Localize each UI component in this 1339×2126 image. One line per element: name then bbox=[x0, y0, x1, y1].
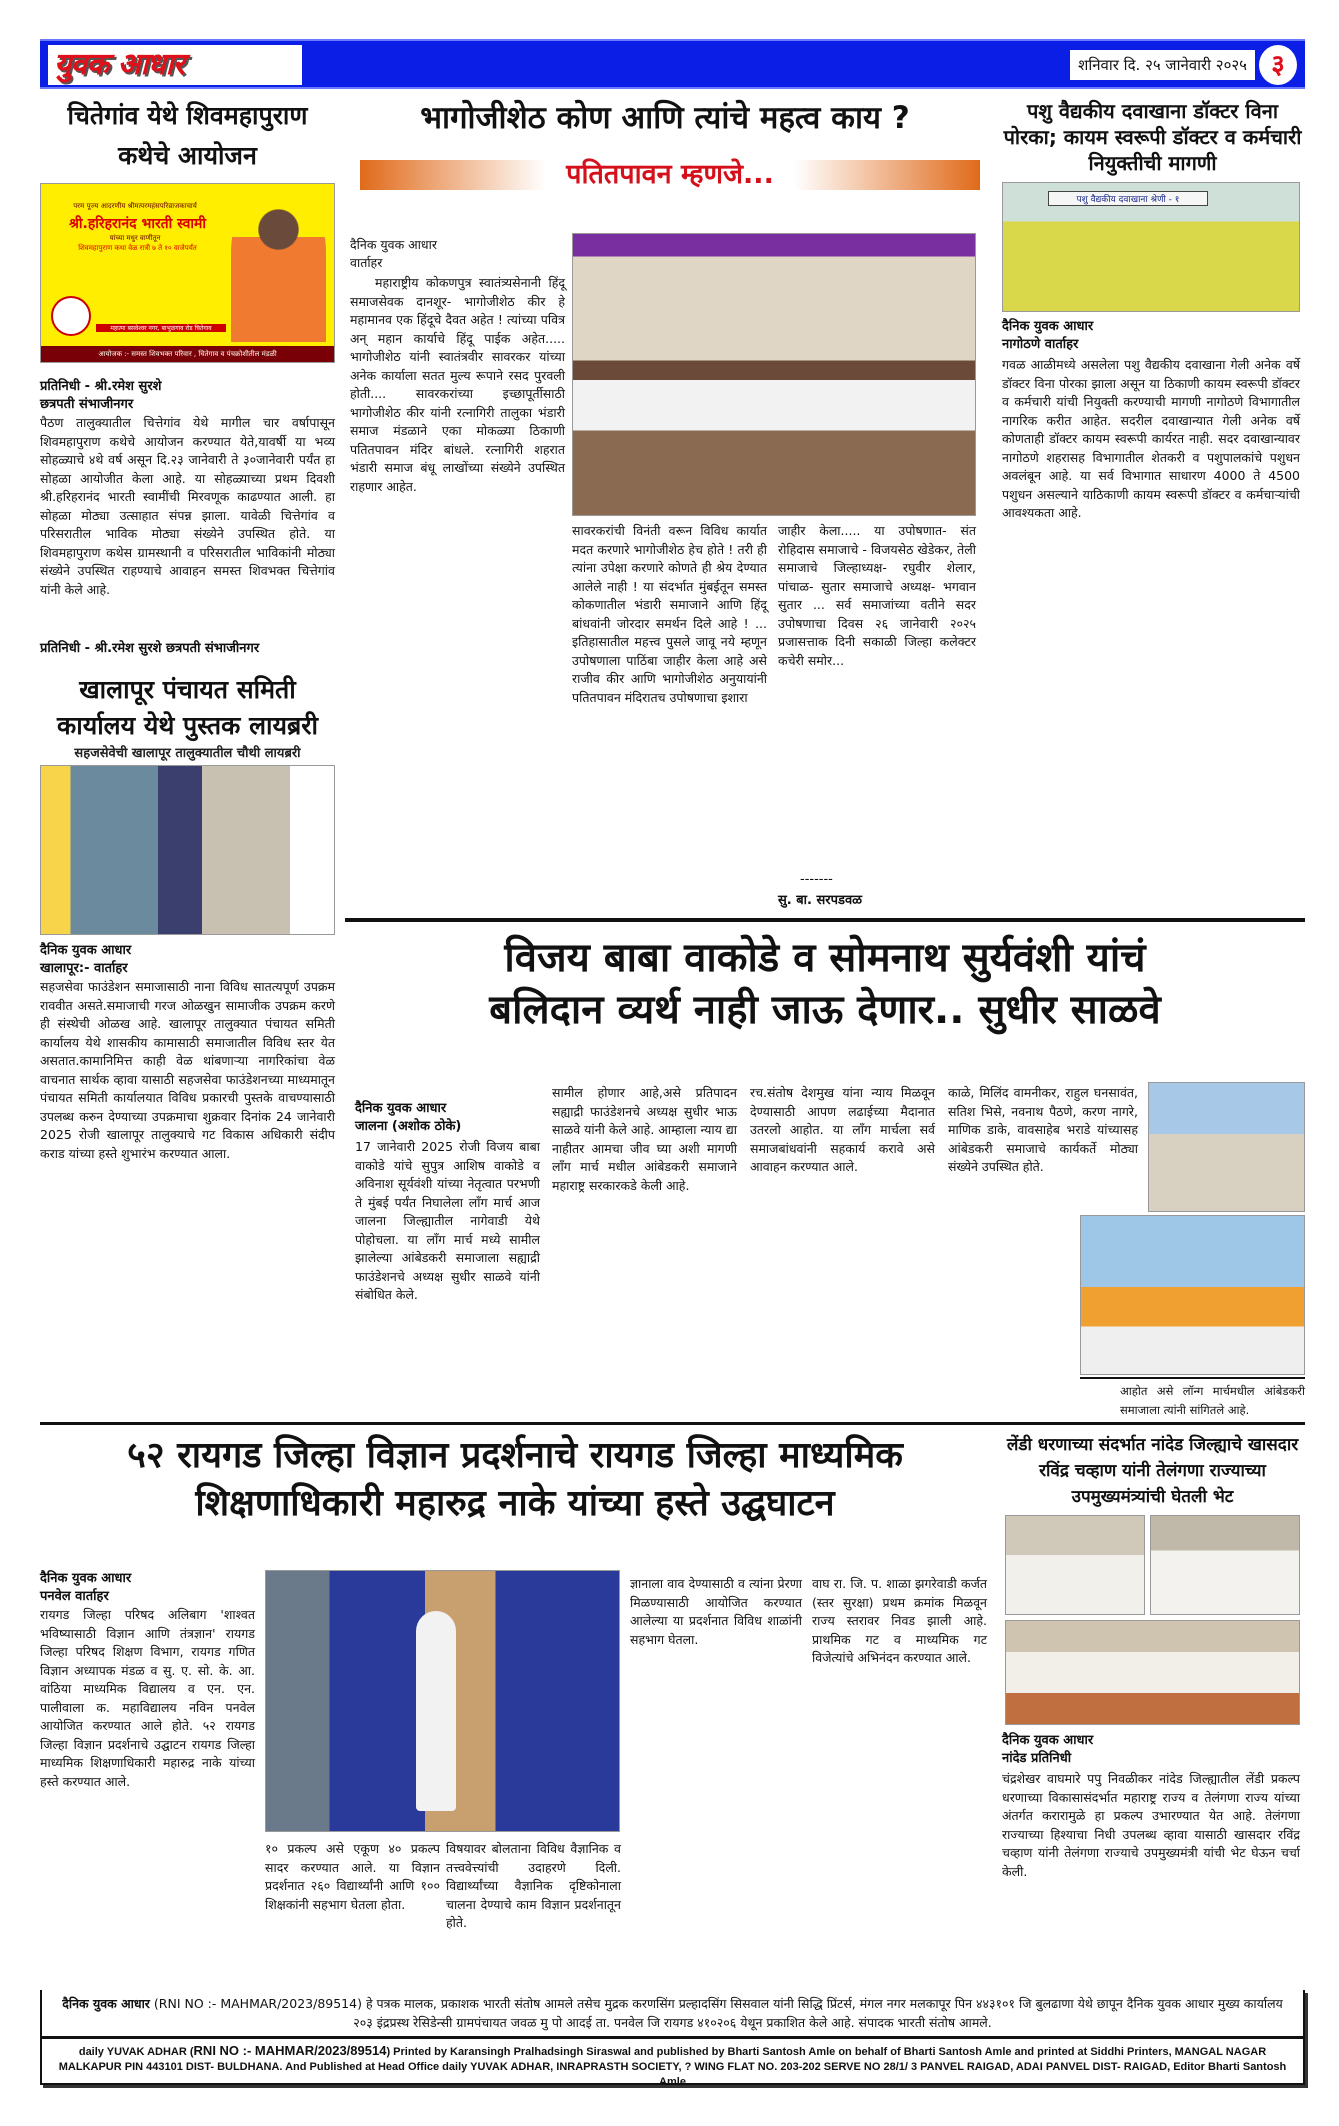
headline-line: विजय बाबा वाकोडे व सोमनाथ सुर्यवंशी यांचं bbox=[504, 935, 1146, 981]
meeting-photo bbox=[1005, 1620, 1300, 1725]
science-col3: विषयावर बोलताना विविध वैज्ञानिक व तत्त्ववेत्त्यांची उदाहरणे दिली. विद्यार्थ्यांच्या वैज्ञानिक दृष्टिकोनाला चालना देण्याचे काम विज्ञान प्रदर्शनातून होते. bbox=[446, 1841, 621, 1930]
poster-venue: महात्मा बसवेश्वर नगर, बाभुळगाव रोड चितेगाव bbox=[96, 324, 226, 332]
poster-name: श्री.हरिहरानंद भारती स्वामी bbox=[68, 216, 207, 232]
imprint-box bbox=[40, 1990, 1305, 2088]
byline: दैनिक युवक आधार bbox=[350, 237, 437, 252]
byline-place: पनवेल वार्ताहर bbox=[40, 1589, 109, 1604]
meeting-photo bbox=[1150, 1515, 1300, 1615]
bhagoji-col3: जाहीर केला..... या उपोषणात- संत रोहिदास समाजाचे - विजयसेठ खेडेकर, तेली समाजाचे जिल्हाध्यक्ष- रघुवीर शेलार, पांचाळ- सुतार समाजाचे अध्यक्ष- भगवान सुतार ... सर्व समाजांच्या वतीने सदर उपोषणाचा दिवस २६ जानेवारी २०२५ प्रजासत्ताक दिनी सकाळी जिल्हा कलेक्टर कचेरी समोर... bbox=[778, 523, 976, 668]
byline-place: जालना (अशोक ठोके) bbox=[355, 1119, 462, 1134]
lendi-body: चंद्रशेखर वाघमारे पपु निवळीकर नांदेड जिल्ह्यातील लेंडी प्रकल्प धरणाच्या विकासासंदर्भात महाराष्ट्र राज्य व तेलंगणा राज्य यांच्या अंतर्गत करारामुळे हा प्रकल्प उभारण्यात येत आहे. तेलंगणा राज्याच्या हिश्याचा निधी उपलब्ध व्हावा यासाठी खासदार रविंद्र चव्हाण यांनी तेलंगणा राज्याचे उपमुख्यमंत्री यांची भेट घेऊन चर्चा केली. bbox=[1002, 1771, 1300, 1879]
byline: दैनिक युवक आधार bbox=[1002, 319, 1094, 334]
vet-headline: पशु वैद्यकीय दवाखाना डॉक्टर विना पोरका; कायम स्वरूपी डॉक्टर व कर्मचारी नियुक्तीची मागणी bbox=[1003, 99, 1302, 175]
poster-line: यांच्या मधुर वाणीतून bbox=[109, 234, 161, 242]
headline-line: बलिदान व्यर्थ नाही जाऊ देणार.. सुधीर साळवे bbox=[489, 987, 1161, 1033]
separator: ------- bbox=[800, 872, 833, 887]
pattitpawan-banner bbox=[360, 160, 980, 190]
byline: दैनिक युवक आधार bbox=[40, 1571, 132, 1586]
long-march-photo bbox=[1080, 1215, 1305, 1375]
khalapur-subhead: सहजसेवेची खालापूर तालुक्यातील चौथी लायब्ररी bbox=[74, 746, 301, 761]
wakode-col3: रच.संतोष देशमुख यांना न्याय मिळवून देण्यासाठी आपण लढाईच्या मैदानात उतरलो आहोत. या लॉंग मार्चला सर्व समाजबांधवांनी सहकार्य करावे असे आवाहन करण्यात आले. bbox=[750, 1085, 935, 1174]
banner-text: पतितपावन म्हणजे... bbox=[556, 159, 784, 190]
science-col4: ज्ञानाला वाव देण्यासाठी व त्यांना प्रेरणा मिळण्यासाठी आयोजित करण्यात आलेल्या या प्रदर्शनात विविध शाळांनी सहभाग घेतला. bbox=[630, 1576, 802, 1647]
khalapur-headline: खालापूर पंचायत समिती कार्यालय येथे पुस्तक लायब्ररी bbox=[57, 675, 318, 740]
rocket-model bbox=[416, 1611, 456, 1811]
imprint-title: दैनिक युवक आधार bbox=[62, 1996, 150, 2011]
issue-date: शनिवार दि. २५ जानेवारी २०२५ bbox=[1070, 50, 1255, 80]
poster-line: शिवमहापुराण कथा वेळ रात्री ७ ते १० वाजेपर्यंत bbox=[78, 244, 197, 252]
khalapur-library-photo bbox=[40, 765, 335, 935]
byline-place: छत्रपती संभाजीनगर bbox=[40, 397, 134, 412]
divider bbox=[345, 918, 1305, 922]
poster-line: परम पूज्य आदरणीय श्रीमत्परमहंसपरिव्राजकाचार्य bbox=[73, 202, 197, 210]
byline: दैनिक युवक आधार bbox=[1002, 1733, 1094, 1748]
signoff: प्रतिनिधी - श्री.रमेश सुरशे छत्रपती संभाजीनगर bbox=[40, 641, 260, 656]
bhagoji-col1: महाराष्ट्रीय कोकणपुत्र स्वातंत्र्यसेनानी हिंदू समाजसेवक दानशूर- भागोजीशेठ कीर हे महामानव एक हिंदूचे दैवत अहेत ! त्यांच्या पवित्र अन् महान कार्याचे हिंदू पाईक अहेत..... भागोजीशेठ यांनी स्वातंत्रवीर सावरकर यांच्या अनेक कार्याला सतत मुल्य रूपाने रसद पुरवली होती.... सावरकरांच्या इच्छापूर्तीसाठी भागोजीशेठ कीर यांनी रत्नागिरी तालुका भंडारी समाज मंडळाने एका मोकळ्या ठिकाणी पतितपावन मंदिर बांधले. रत्नागिरी शहरात भंडारी समाज बंधू लाखोंच्या संख्येने उपस्थित राहणार आहेत. bbox=[350, 275, 565, 494]
imprint-rni: RNI NO :- MAHMAR/2023/89514 bbox=[193, 2043, 387, 2058]
byline-place: वार्ताहर bbox=[350, 255, 383, 270]
byline-place: नागोठणे वार्ताहर bbox=[1002, 337, 1079, 352]
science-col5: वाघ रा. जि. प. शाळा झगरेवाडी कर्जत (स्तर सुरक्षा) प्रथम क्रमांक मिळवून राज्य स्तरावर निवड झाली आहे. प्राथमिक गट व माध्यमिक गट विजेत्यांचे अभिनंदन करण्यात आले. bbox=[812, 1576, 987, 1665]
swami-photo bbox=[231, 192, 326, 342]
byline: दैनिक युवक आधार bbox=[40, 943, 132, 958]
science-headline bbox=[40, 1432, 990, 1528]
divider bbox=[40, 1422, 1305, 1425]
vet-clinic-photo bbox=[1002, 182, 1300, 312]
science-col1: रायगड जिल्हा परिषद अलिबाग 'शाश्वत भविष्यासाठी विज्ञान आणि तंत्रज्ञान' रायगड जिल्हा परिषद शिक्षण विभाग, रायगड गणित विज्ञान अध्यापक मंडळ व सु. ए. सो. के. आ. वांठिया माध्यमिक विद्यालय व एन. एन. पालीवाला क. महाविद्यालय नविन पनवेल आयोजित करण्यात आले होते. ५२ रायगड जिल्हा विज्ञान प्रदर्शनाचे उद्घाटन रायगड जिल्हा माध्यमिक शिक्षणाधिकारी महारुद्र नाके यांच्या हस्ते करण्यात आले. bbox=[40, 1607, 255, 1789]
wakode-headline bbox=[345, 932, 1305, 1036]
shivmahapuran-headline: चितेगांव येथे शिवमहापुराण कथेचे आयोजन bbox=[67, 101, 308, 170]
imprint-marathi bbox=[42, 1990, 1303, 2036]
byline-place: खालापूर:- वार्ताहर bbox=[40, 961, 128, 976]
page-number: ३ bbox=[1259, 45, 1297, 85]
author: सु. बा. सरपडवळ bbox=[778, 893, 863, 908]
organizer-photo bbox=[51, 296, 91, 336]
divider bbox=[1080, 1377, 1305, 1379]
shivmahapuran-body: पैठण तालुक्यातील चित्तेगांव येथे मागील चार वर्षापासून शिवमहापुराण कथेचे आयोजन करण्यात येते,यावर्षी या भव्य सोहळ्याचे ४थे वर्ष असून दि.२३ जानेवारी ते ३०जानेवारी पर्यंत हा सोहळा आयोजीत केला आहे. या सोहळ्याच्या प्रथम दिवशी श्री.हरिहरानंद भारती स्वामींची मिरवणूक काढण्यात आली. हा सोहळा मोठ्या उत्साहात संपन्न झाला. यावेळी चित्तेगांव व परिसरातील भाविक मोठ्या संख्येने उपस्थित होते. या शिवमहापुराण कथेस ग्रामस्थानी व परिसरातील भाविकांनी मोठ्या संख्येने उपस्थित राहण्याचे आवाहन समस्त शिवभक्त चित्तेगांव यांनी केले आहे. bbox=[40, 415, 335, 597]
imprint-text: (RNI NO :- MAHMAR/2023/89514) हे पत्रक मालक, प्रकाशक भारती संतोष आमले तसेच मुद्रक करणसिंग प्रल्हादसिंग सिसवाल यांनी सिद्धि प्रिंटर्स, मंगल नगर मलकापूर पिन ४४३१०१ जि बुलढाणा येथे छापून दैनिक युवक आधार मुख्य कार्यालय २०३ इंद्रप्रस्थ रेसिडेन्सी ग्रामपंचायत जवळ मु पो आदई ता. पनवेल जि रायगड ४१०२०६ येथून प्रकाशित केले आहे. संपादक भारती संतोष आमले. bbox=[153, 1996, 1283, 2030]
headline-line: ५२ रायगड जिल्हा विज्ञान प्रदर्शनाचे रायगड जिल्हा माध्यमिक bbox=[127, 1435, 903, 1476]
byline: दैनिक युवक आधार bbox=[355, 1101, 447, 1116]
wakode-col1: 17 जानेवारी 2025 रोजी विजय बाबा वाकोडे यांचे सुपुत्र आशिष वाकोडे व अविनाश सूर्यवंशी यांच्या नेतृत्वात परभणी ते मुंबई पर्यंत निघालेला लॉंग मार्च आज जालना जिल्ह्यातील नागेवाडी येथे पोहोचला. या लॉंग मार्च मध्ये सामील झालेल्या आंबेडकरी समाजाला सह्याद्री फाउंडेशनचे अध्यक्ष सुधीर साळवे यांनी संबोधित केले. bbox=[355, 1139, 540, 1302]
headline-line: शिक्षणाधिकारी महारुद्र नाके यांच्या हस्ते उद्घघाटन bbox=[195, 1483, 835, 1524]
science-exhibition-photo bbox=[265, 1570, 620, 1832]
clinic-sign: पशु वैद्यकीय दवाखाना श्रेणी - १ bbox=[1048, 191, 1208, 206]
masthead bbox=[40, 39, 1305, 89]
long-march-photo bbox=[1148, 1082, 1305, 1212]
byline-place: नांदेड प्रतिनिधी bbox=[1002, 1751, 1072, 1766]
bhagoji-headline: भागोजीशेठ कोण आणि त्यांचे महत्व काय ? bbox=[420, 100, 910, 136]
lendi-headline: लेंडी धरणाच्या संदर्भात नांदेड जिल्ह्याचे खासदार रविंद्र चव्हाण यांनी तेलंगणा राज्याच्या उपमुख्यमंत्र्यांची घेतली भेट bbox=[1006, 1435, 1299, 1507]
bhagoji-felicitation-photo bbox=[572, 233, 976, 516]
meeting-photo bbox=[1005, 1515, 1145, 1615]
science-col2: १० प्रकल्प असे एकूण ४० प्रकल्प सादर करण्यात आले. या विज्ञान प्रदर्शनात २६० विद्यार्थ्यांनी आणि १०० शिक्षकांनी सहभाग घेतला होता. bbox=[265, 1841, 440, 1912]
photo-caption: आहोत असे लॉन्ग मार्चमधील आंबेडकरी समाजाला त्यांनी सांगितले आहे. bbox=[1120, 1384, 1305, 1417]
poster-organizer: आयोजक :- समस्त शिवभक्त परिवार , चितेगाव व पंचक्रोशीतील मंडळी bbox=[41, 346, 334, 363]
imprint-english bbox=[42, 2036, 1303, 2094]
bhagoji-col2: सावरकरांची विनंती वरून विविध कार्यात मदत करणारे भागोजीशेठ हेच होते ! तरी ही त्यांना उपेक्षा करणारे कोणते ही श्रेय देण्यात आलेले नाही ! या संदर्भात मुंबईतून समस्त कोकणातील भंडारी समाजाने आणि हिंदू बांधवांनी जोरदार समर्थन दिले आहे ! ... इतिहासातील महत्त्व पुसले जावू नये म्हणून उपोषणाला पाठिंबा जाहीर केला आहे असे राजीव कीर आणि भागोजीशेठ अनुयायांनी पतितपावन मंदिरातच उपोषणाचा इशारा bbox=[572, 523, 767, 705]
imprint-text: ) Printed by Karansingh Pralhadsingh Siraswal and published by Bharti Santosh Amle on behalf of Bharti Santosh Amle and printed at Siddhi Printers, MANGAL NAGAR MALKAPUR PIN 443101 DIST- BULDHANA. And Published at Head Office daily YUVAK ADHAR, INRAPRASTH SOCIETY, ? WING FLAT NO. 203-202 SERVE NO 28/1/ 3 PANVEL RAIGAD, ADAI PANVEL DIST- RAIGAD, Editor Bharti Santosh Amle bbox=[58, 2046, 1287, 2088]
wakode-col2: सामील होणार आहे,असे प्रतिपादन सह्याद्री फाउंडेशनचे अध्यक्ष सुधीर भाऊ साळवे यांनी केले आहे. आम्हाला न्याय द्या नाहीतर आमचा जीव घ्या अशी मागणी लॉंग मार्च मधील आंबेडकरी समाजाने महाराष्ट्र सरकारकडे केली आहे. bbox=[552, 1085, 737, 1193]
shivmahapuran-poster bbox=[40, 183, 335, 363]
imprint-prefix: daily YUVAK ADHAR ( bbox=[78, 2046, 194, 2058]
khalapur-body: सहजसेवा फाउंडेशन समाजासाठी नाना विविध सातत्यपूर्ण उपक्रम राववीत असते.समाजाची गरज ओळखुन सामाजीक उपक्रम करणे ही संस्थेची ओळख आहे. खालापूर तालुक्यात पंचायत समिती कार्यालय येथे शासकीय कामासाठी समाजातील विविध स्तर येत असतात.कामानिमित्त काही वेळ थांबणाऱ्या नागरिकांचा वेळ वाचनात सार्थक व्हावा यासाठी सहजसेवा फाउंडेशनच्या माध्यमातून पंचायत समिती कार्यालयात विविध प्रकारची पुस्तके वाचण्यासाठी उपलब्ध करुन देण्याच्या उपक्रमाचा शुक्रवार दिनांक 24 जानेवारी 2025 रोजी खालापूर तालुक्याचे गट विकास अधिकारी संदीप कराड यांच्या हस्ते शुभारंभ करण्यात आला. bbox=[40, 979, 335, 1161]
byline: प्रतिनिधी - श्री.रमेश सुरशे bbox=[40, 379, 162, 394]
newspaper-logo: युवक आधार bbox=[48, 45, 302, 85]
vet-body: गवळ आळीमध्ये असलेला पशु वैद्यकीय दवाखाना गेली अनेक वर्षे डॉक्टर विना पोरका झाला असून या ठिकाणी कायम स्वरूपी डॉक्टर व कर्मचारी यांची नियुक्ती करण्याची मागणी नागोठणे विभागातील नागरिक करीत आहेत. सदरील दवाखान्यात गेली अनेक वर्षे कोणताही डॉक्टर कायम स्वरूपी कार्यरत नाही. सदर दवाखान्यावर नागोठणे शहरासह विभागातील शेतकरी व पशुपालकांचे पशुधन अवलंबून आहे. या सर्व विभागात साधारण 4000 ते 4500 पशुधन असल्याने याठिकाणी कायम स्वरूपी डॉक्टर व कर्मचाऱ्यांची आवश्यकता आहे. bbox=[1002, 357, 1300, 520]
wakode-col4: काळे, मिलिंद वामनीकर, राहुल घनसावंत, सतिश भिसे, नवनाथ पैठणे, करण नागरे, माणिक डाके, वावसाहेब भराडे यांच्यासह आंबेडकरी समाजाचे कार्यकर्ते मोठ्या संख्येने उपस्थित होते. bbox=[948, 1085, 1138, 1174]
